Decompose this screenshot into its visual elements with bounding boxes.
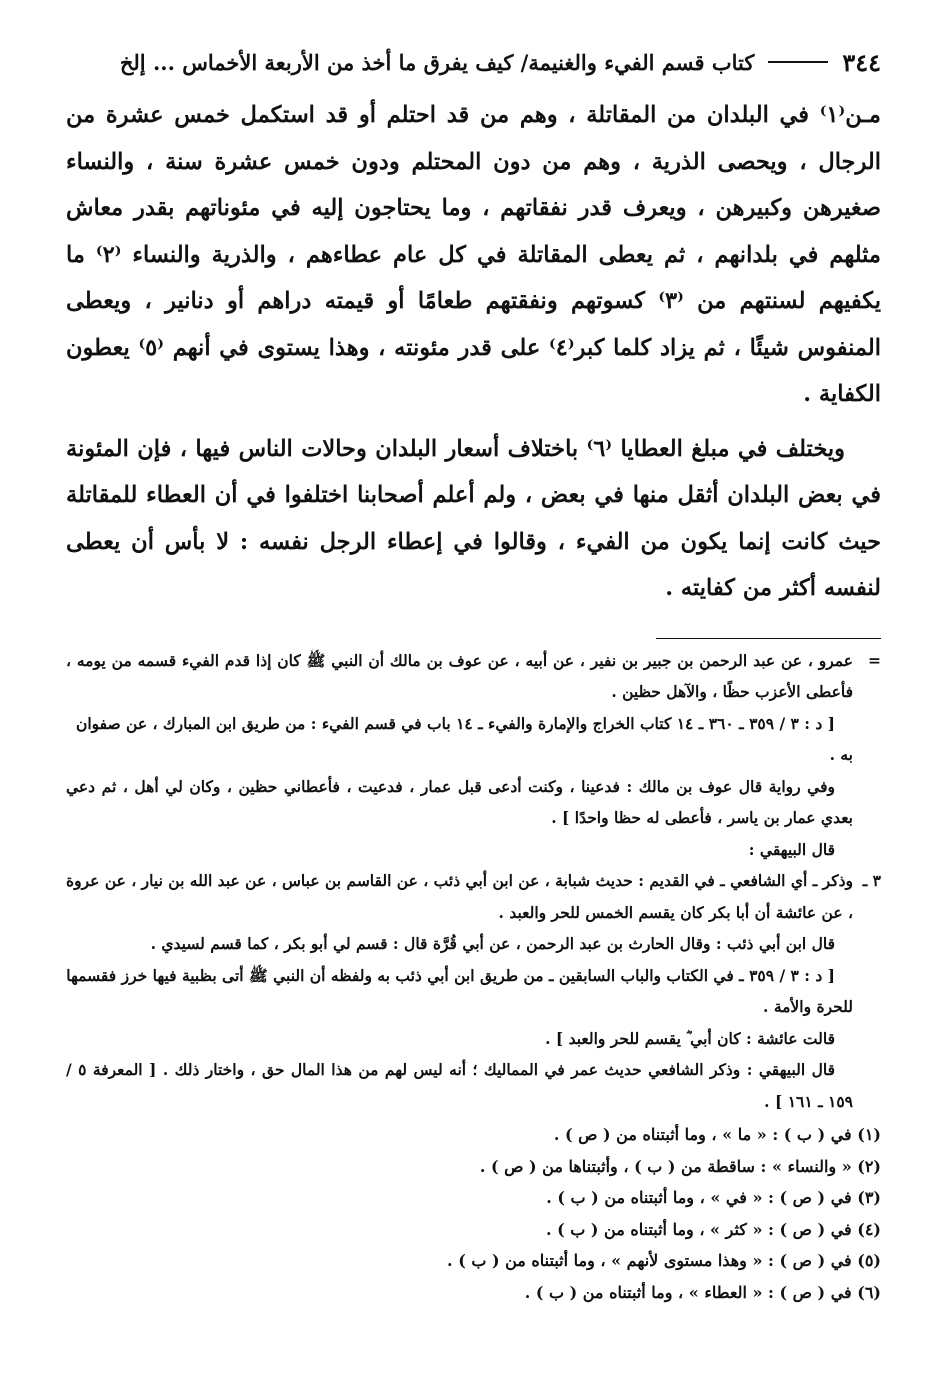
footnote-text: وفي رواية قال عوف بن مالك : فدعينا ، وكنت أدعى قبل عمار ، فدعيت ، فأعطاني حظين ، وكان لي أهل ، ثم دعي بعدي عمار بن ياسر ، فأعطى له حظا واحدًا ] .: [66, 776, 853, 827]
footnote-reference: [ د : ٣ / ٣٥٩ ـ ٣٦٠ ـ ١٤ كتاب الخراج والإمارة والفيء ـ ١٤ باب في قسم الفيء : من طريق ابن المبارك ، عن صفوان به .: [75, 713, 853, 764]
variant-notes: [66, 1119, 881, 1308]
variant-note-6: (٦) في ( ص ) : « العطاء » ، وما أثبتناه من ( ب ) .: [524, 1282, 881, 1302]
variant-note-4: (٤) في ( ص ) : « كثر » ، وما أثبتناه من ( ب ) .: [545, 1219, 881, 1239]
main-text: [66, 92, 881, 612]
footnote-3: [66, 865, 881, 928]
paragraph-2: ويختلف في مبلغ العطايا ⁽٦⁾ باختلاف أسعار البلدان وحالات الناس فيها ، فإن المئونة في بعض البلدان أثقل منها في بعض ، ولم أعلم أصحابنا اختلفوا في أن العطاء للمقاتلة حيث كانت إنما يكون من الفيء ، وقالوا في إعطاء الرجل نفسه : لا بأس أن يعطى لنفسه أكثر من كفايته .: [66, 435, 881, 601]
variant-note-1: (١) في ( ب ) : « ما » ، وما أثبتناه من ( ص ) .: [553, 1125, 881, 1144]
footnote-text: وذكر ـ أي الشافعي ـ في القديم : حديث شبابة ، عن ابن أبي ذئب ، عن القاسم بن عباس ، عن عبد الله بن نيار ، عن عروة ، عن عائشة أن أبا بكر كان يقسم الخمس للحر والعبد .: [66, 871, 853, 922]
paragraph-1: مـن⁽١⁾ في البلدان من المقاتلة ، وهم من قد احتلم أو قد استكمل خمس عشرة من الرجال ، ويحصى الذرية ، وهم من دون المحتلم ودون خمس عشرة سنة ، والنساء صغيرهن وكبيرهن ، ويعرف قدر نفقاتهم ، وما يحتاجون إليه في مئوناتهم بقدر معاش مثلهم في بلدانهم ، ثم يعطى المقاتلة في كل عام عطاءهم ، والذرية والنساء ⁽٢⁾ ما يكفيهم لسنتهم من ⁽٣⁾ كسوتهم ونفقتهم طعامًا أو قيمته دراهم أو دنانير ، ويعطى المنفوس شيئًا ، ثم يزاد كلما كبر⁽٤⁾ على قدر مئونته ، وهذا يستوى في أنهم ⁽٥⁾ يعطون الكفاية .: [66, 102, 882, 407]
footnote-text: قالت عائشة : كان أبي ؓ يقسم للحر والعبد ] .: [545, 1028, 835, 1048]
footnotes: [66, 645, 881, 1118]
variant-note-5: (٥) في ( ص ) : « وهذا مستوى لأنهم » ، وما أثبتناه من ( ب ) .: [447, 1251, 881, 1270]
footnote-text: قال البيهقي :: [748, 839, 835, 859]
variant-note-3: (٣) في ( ص ) : « في » ، وما أثبتناه من ( ب ) .: [546, 1188, 881, 1207]
header-number-group: [120, 48, 881, 77]
footnote-mark: ٣ ـ: [862, 871, 881, 890]
footnote-text: قال البيهقي : وذكر الشافعي حديث عمر في المماليك ؛ أنه ليس لهم من هذا المال حق ، واختار ذلك . [ المعرفة ٥ / ١٥٩ ـ ١٦١ ] .: [66, 1060, 853, 1111]
variant-note-2: (٢) « والنساء » : ساقطة من ( ب ) ، وأثبتناها من ( ص ) .: [479, 1156, 881, 1176]
footnote-text: عمرو ، عن عبد الرحمن بن جبير بن نفير ، عن أبيه ، عن عوف بن مالك أن النبي ﷺ كان إذا قدم الفيء قسمه من يومه ، فأعطى الأعزب حظًا ، والآهل حظين .: [66, 650, 854, 701]
running-header: [66, 40, 881, 84]
footnote-divider: [656, 638, 881, 639]
footnote-continued: [66, 645, 881, 708]
footnote-mark: =: [868, 650, 881, 670]
footnote-reference: [ د : ٣ / ٣٥٩ ـ في الكتاب والباب السابقين ـ من طريق ابن أبي ذئب به ولفظه أن النبي ﷺ أتى بظبية فيها خرز فقسمها للحرة والأمة .: [66, 965, 853, 1016]
header-rule: [768, 61, 828, 63]
footnote-text: قال ابن أبي ذئب : وقال الحارث بن عبد الرحمن ، عن أبي قُرَّة قال : قسم لي أبو بكر ، كما قسم لسيدي .: [150, 934, 835, 953]
page-number: ٣٤٤: [842, 47, 881, 77]
header-title: كتاب قسم الفيء والغنيمة/ كيف يفرق ما أخذ من الأربعة الأخماس ... إلخ: [119, 49, 755, 75]
